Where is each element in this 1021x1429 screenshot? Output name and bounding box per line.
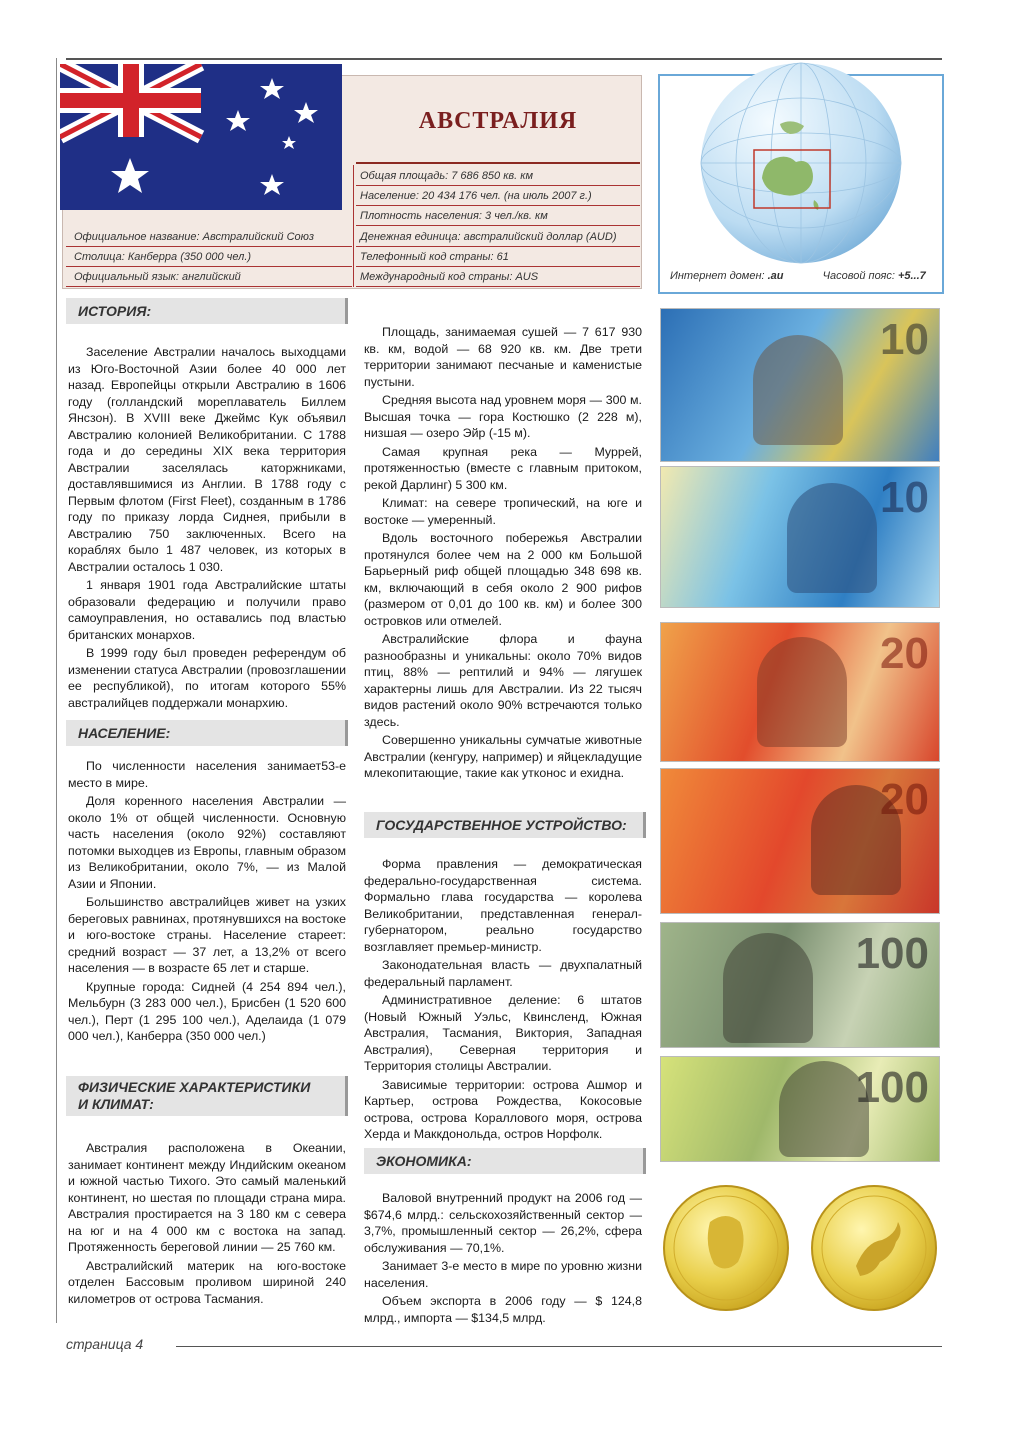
government-paragraph: Административное деление: 6 штатов (Новый Южный Уэльс, Квинсленд, Южная Австралия, Тасмания, Виктория, Западная Австралия), Северная территория и Территория столицы Австралии. (364, 993, 642, 1073)
history-paragraph: В 1999 году был проведен референдум об изменении статуса Австралии (провозглашении ее республикой), по итогам которого 55% австралийцев поддержали монархию. (68, 646, 346, 710)
population-paragraph: Крупные города: Сидней (4 254 894 чел.), Мельбурн (3 283 000 чел.), Брисбен (1 520 600 чел.), Перт (1 295 100 чел.), Аделаида (1 079 000 чел.), Канберра (350 000 чел.) (68, 979, 346, 1043)
physical-paragraph: Австралийский материк на юго-востоке отделен Бассовым проливом шириной 240 километров от острова Тасмания. (68, 1258, 346, 1306)
economy-paragraph: Занимает 3-е место в мире по уровню жизни населения. (364, 1259, 642, 1290)
physical-paragraph: Самая крупная река — Муррей, протяженностью (вместе с главным притоком, рекой Дарлинг) 5 300 км. (364, 444, 642, 492)
internet-domain-value: .au (767, 270, 784, 282)
info-currency: Денежная единица: австралийский доллар (AUD) (356, 227, 640, 247)
australia-flag-image (60, 64, 342, 210)
info-area: Общая площадь: 7 686 850 кв. км (356, 166, 640, 186)
government-paragraph: Законодательная власть — двухпалатный федеральный парламент. (364, 958, 642, 989)
physical-paragraph: Климат: на севере тропический, на юге и востоке — умеренный. (364, 496, 642, 527)
internet-domain-label: Интернет домен: (670, 270, 765, 282)
title-rule (356, 162, 640, 164)
physical-heading-line1: ФИЗИЧЕСКИЕ ХАРАКТЕРИСТИКИ (78, 1079, 311, 1095)
physical-text-left (68, 1140, 346, 1307)
globe-box (658, 74, 944, 294)
banknote-20-front (660, 768, 940, 914)
info-language: Официальный язык: английский (66, 267, 352, 287)
banknote-100-back (660, 922, 940, 1048)
info-official-name: Официальное название: Австралийский Союз (66, 227, 352, 247)
population-paragraph: Большинство австралийцев живет на узких береговых равнинах, протянувшихся на востоке и юго-востоке страны. Население стареет: средний возраст — 37 лет, а 13,2% от всего населения — в возрасте 65 лет и старше. (68, 895, 346, 975)
economy-heading: ЭКОНОМИКА: (364, 1148, 646, 1174)
population-paragraph: Доля коренного населения Австралии — около 1% от общей численности. Основную часть населения (около 92%) составляют потомки выходцев из Европы, главным образом из Великобритании, около 7%, — из Малой Азии и Японии. (68, 794, 346, 891)
globe-image (692, 58, 910, 268)
union-jack (60, 64, 201, 137)
physical-paragraph: Средняя высота над уровнем моря — 300 м. Высшая точка — гора Костюшко (2 228 м), низшая — озеро Эйр (-15 м). (364, 393, 642, 440)
history-text (68, 344, 346, 711)
info-density: Плотность населения: 3 чел./кв. км (356, 206, 640, 226)
banknote-portrait (723, 933, 813, 1043)
physical-paragraph: Австралийские флора и фауна разнообразны и уникальны: около 70% видов птиц, 88% — рептилий и 94% — лягушек характерны лишь для Австралии. Из 22 тысяч видов растений около 90% встречаются только здесь. (364, 632, 642, 729)
government-text (364, 856, 642, 1143)
economy-paragraph: Валовой внутренний продукт на 2006 год — $674,6 млрд.: сельскохозяйственный сектор — 3,7%, промышленный сектор — 26,2%, сфера обслуживания — 70,1%. (364, 1191, 642, 1255)
banknote-denomination: 100 (855, 929, 929, 978)
gold-coins-image (660, 1182, 942, 1312)
banknote-portrait (753, 335, 843, 445)
banknote-denomination: 10 (880, 473, 929, 522)
economy-paragraph: Объем экспорта в 2006 году — $ 124,8 млрд., импорта — $134,5 млрд. (364, 1294, 642, 1325)
country-title: АВСТРАЛИЯ (418, 108, 578, 134)
info-capital: Столица: Канберра (350 000 чел.) (66, 247, 352, 267)
banknote-portrait (757, 637, 847, 747)
physical-text-right (364, 324, 642, 782)
banknote-denomination: 100 (855, 1063, 929, 1112)
banknote-portrait (787, 483, 877, 593)
history-paragraph: 1 января 1901 года Австралийские штаты образовали федерацию и получили право самоуправления, но оставались под властью британских монархов. (68, 578, 346, 642)
timezone-value: +5...7 (897, 270, 926, 282)
physical-heading-line2: И КЛИМАТ: (78, 1096, 154, 1112)
banknote-denomination: 10 (880, 315, 929, 364)
banknote-denomination: 20 (880, 775, 929, 824)
government-paragraph: Зависимые территории: острова Ашмор и Картьер, острова Рождества, Кокосовые острова, острова Кораллового моря, острова Херда и Маккдонольда, остров Норфолк. (364, 1077, 642, 1141)
history-paragraph: Заселение Австралии началось выходцами из Юго-Восточной Азии более 40 000 лет назад. Европейцы открыли Австралию в 1606 году (голландский мореплаватель Биллем Янсзон). В XVIII веке Джеймс Кук объявил Австралию колонией Великобритании. С 1788 года и до середины XIX века территория Австралии заселялась каторжниками, доставлявшимися из Англии. В 1788 году с Первым флотом (First Fleet), созданным в 1786 году по приказу лорда Сиднея, прибыли в Австралию 750 заключенных. Всего на кораблях было 1 487 человек, из которых в Австралии осталось 1 030. (68, 345, 346, 574)
timezone-label: Часовой пояс: (822, 270, 895, 282)
population-paragraph: По численности населения занимает53-е место в мире. (68, 759, 346, 790)
globe-caption (670, 270, 932, 282)
info-population: Население: 20 434 176 чел. (на июль 2007 г.) (356, 186, 640, 206)
government-heading: ГОСУДАРСТВЕННОЕ УСТРОЙСТВО: (364, 812, 646, 838)
left-rule (56, 58, 57, 1323)
physical-heading (66, 1076, 348, 1116)
banknote-20-back (660, 622, 940, 762)
population-text (68, 758, 346, 1045)
physical-paragraph: Вдоль восточного побережья Австралии протянулся более чем на 2 000 км Большой Барьерный риф общей площадью 348 698 кв. км, включающий в себя около 2 900 рифов (размером от 0,01 до 100 кв. км) и более 300 островков или отмелей. (364, 531, 642, 628)
economy-text (364, 1190, 642, 1326)
banknote-denomination: 20 (880, 629, 929, 678)
population-heading: НАСЕЛЕНИЕ: (66, 720, 348, 746)
info-phone-code: Телефонный код страны: 61 (356, 247, 640, 267)
history-heading: ИСТОРИЯ: (66, 298, 348, 324)
physical-paragraph: Совершенно уникальны сумчатые животные Австралии (кенгуру, например) и яйцекладущие млекопитающие, такие как утконос и ехидна. (364, 733, 642, 780)
page-number: страница 4 (66, 1336, 144, 1352)
info-separator (353, 165, 354, 287)
footer-rule (176, 1346, 942, 1347)
banknote-10-front (660, 466, 940, 608)
banknote-100-front (660, 1056, 940, 1162)
info-country-code: Международный код страны: AUS (356, 267, 640, 287)
physical-paragraph: Площадь, занимаемая сушей — 7 617 930 кв. км, водой — 68 920 кв. км. Две трети территории занимают песчаные и каменистые пустыни. (364, 325, 642, 389)
physical-paragraph: Австралия расположена в Океании, занимает континент между Индийским океаном и южной частью Тихого. Это самый маленький континент, но шестая по площади страна мира. Австралия простирается на 3 180 км с севера на юг и на 4 000 км с востока на запад. Протяженность береговой линии — 25 760 км. (68, 1141, 346, 1254)
banknote-10-back (660, 308, 940, 462)
government-paragraph: Форма правления — демократическая федерально-государственная система. Формально глава государства — королева Великобритании, представленная генерал-губернатором, реально государство возглавляет премьер-министр. (364, 857, 642, 954)
